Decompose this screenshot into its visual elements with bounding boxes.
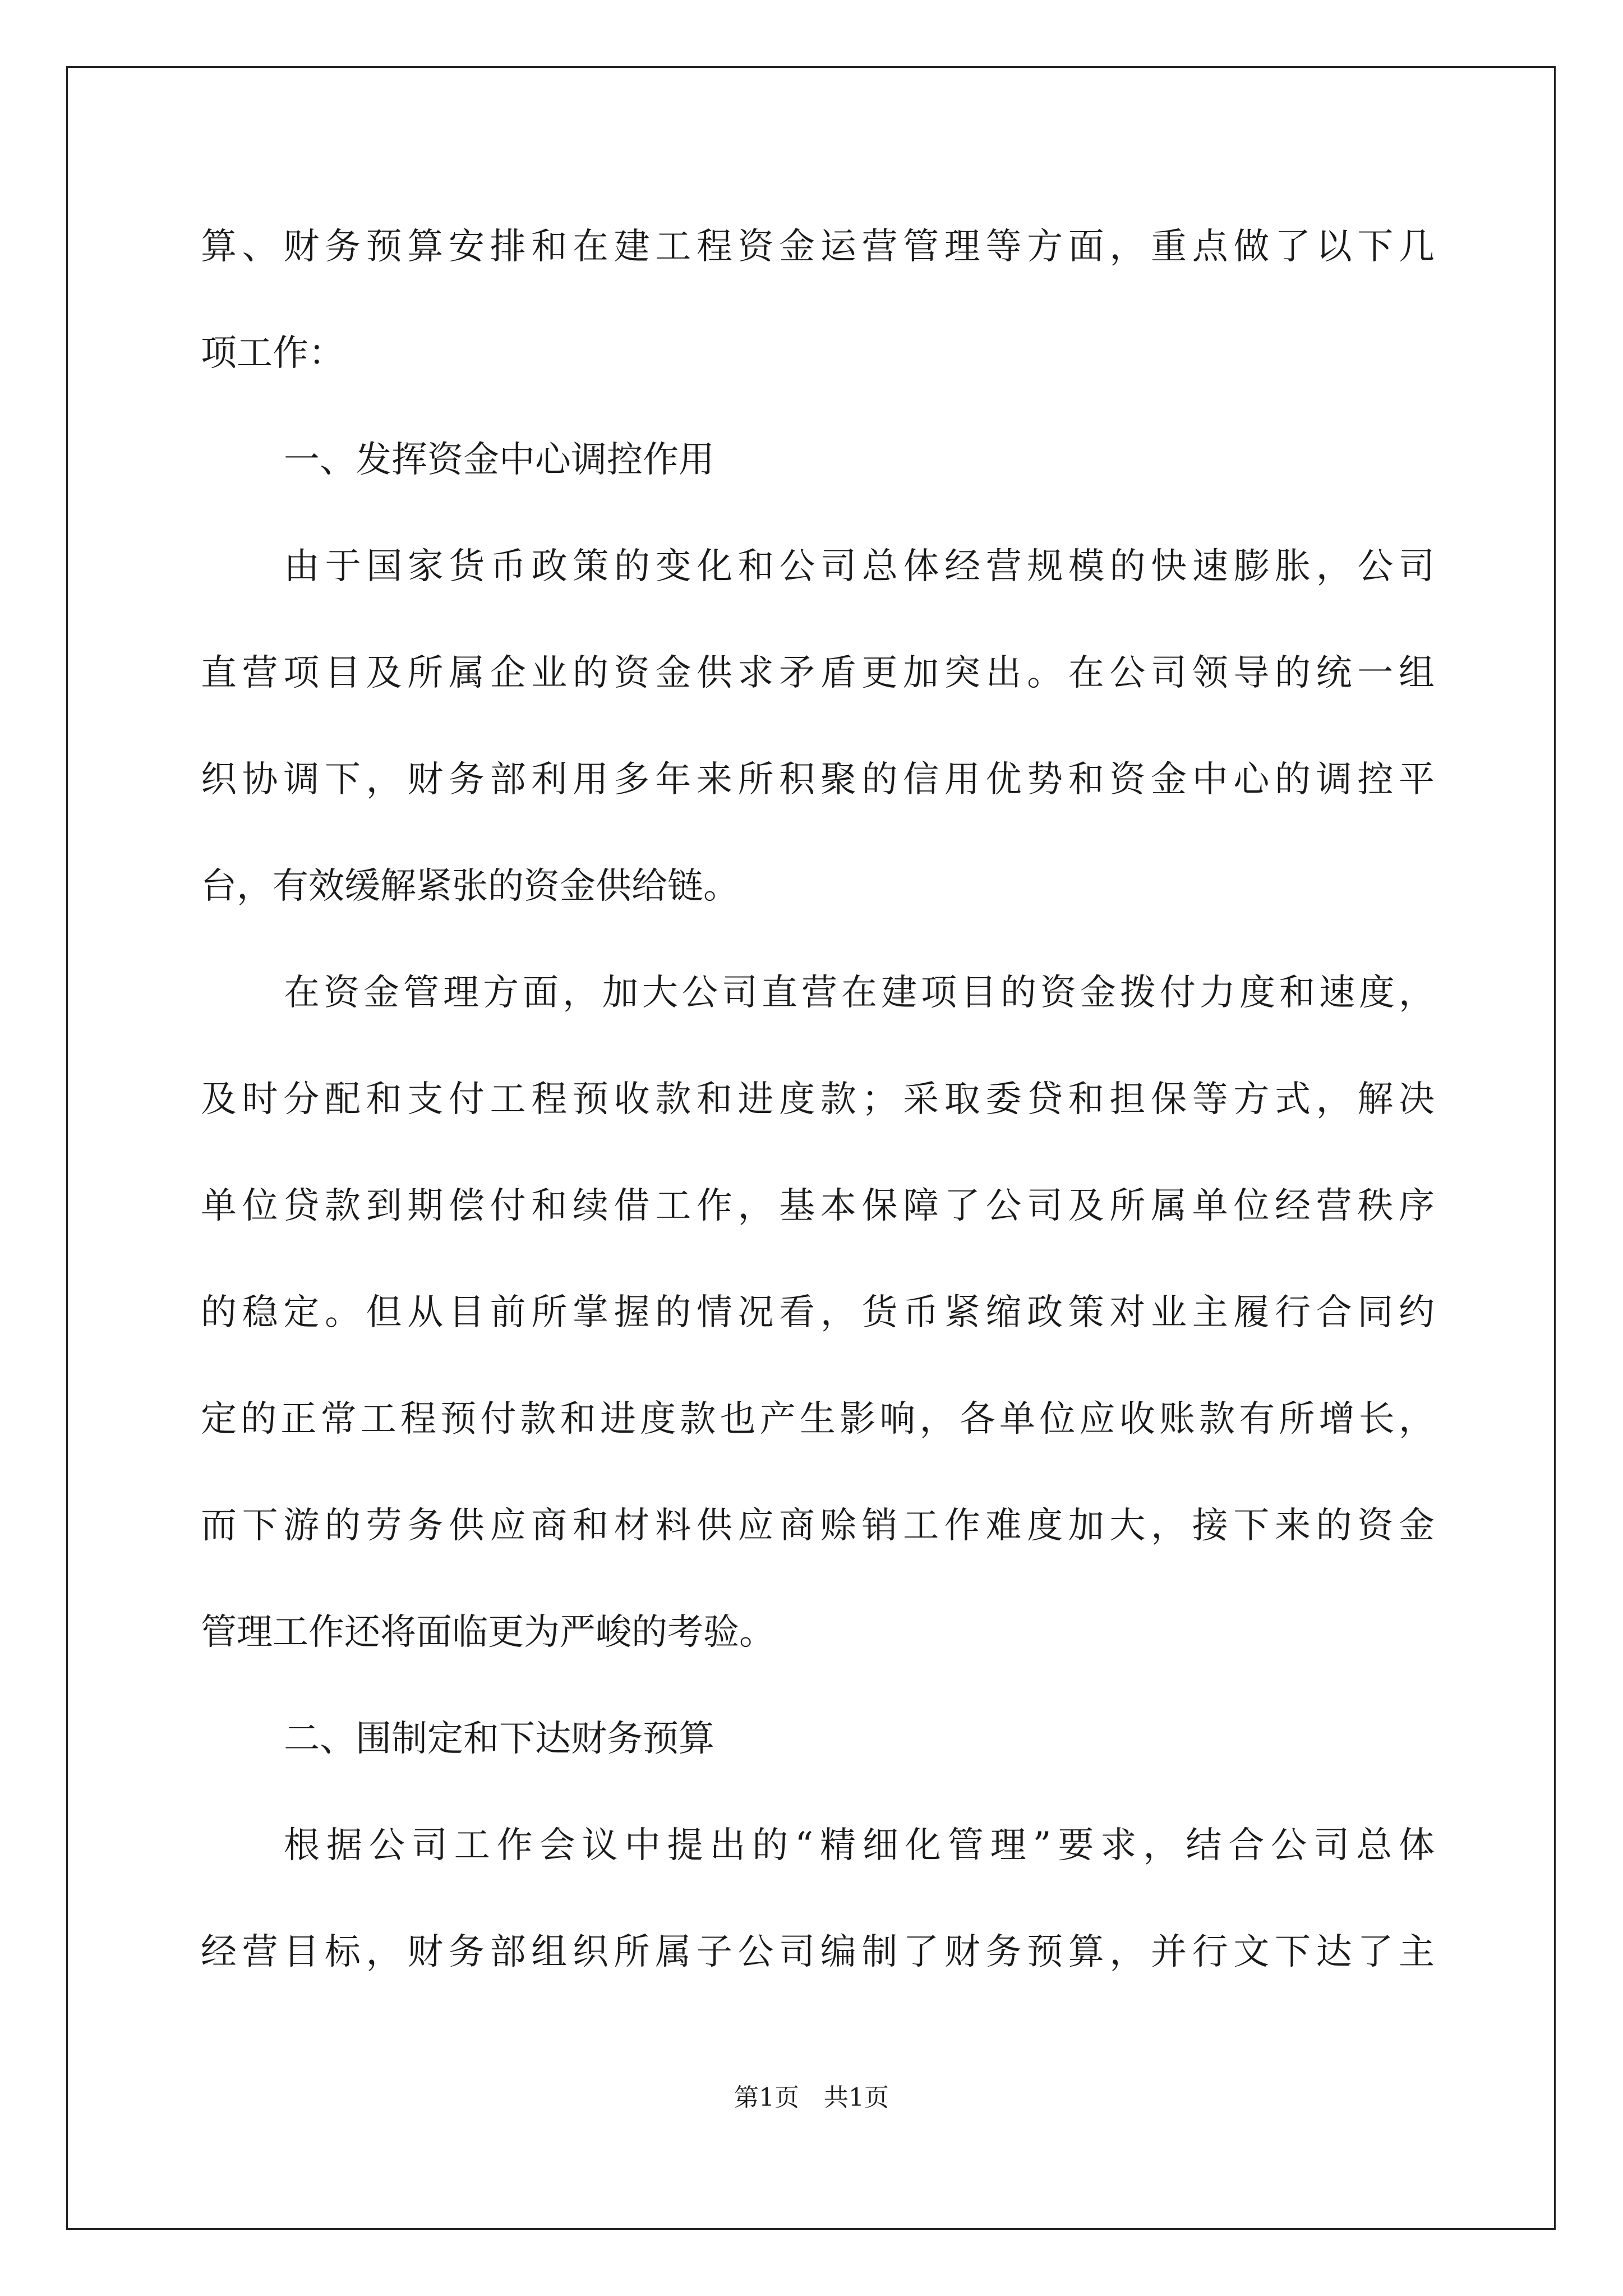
text-line: 算、财务预算安排和在建工程资金运营管理等方面，重点做了以下几 (201, 226, 1435, 268)
page-footer: 第1页 共1页 (734, 2083, 889, 2112)
text-line: 织协调下，财务部利用多年来所积聚的信用优势和资金中心的调控平 (201, 759, 1435, 800)
section-heading: 一、发挥资金中心调控作用 (284, 439, 714, 481)
text-line: 项工作： (201, 333, 344, 374)
text-line: 台，有效缓解紧张的资金供给链。 (201, 866, 739, 907)
page-border (66, 66, 1556, 2230)
text-line: 而下游的劳务供应商和材料供应商赊销工作难度加大，接下来的资金 (201, 1505, 1435, 1547)
text-line: 及时分配和支付工程预收款和进度款；采取委贷和担保等方式，解决 (201, 1079, 1435, 1120)
section-heading: 二、围制定和下达财务预算 (284, 1718, 714, 1760)
text-line: 定的正常工程预付款和进度款也产生影响，各单位应收账款有所增长， (201, 1398, 1435, 1440)
text-line: 直营项目及所属企业的资金供求矛盾更加突出。在公司领导的统一组 (201, 652, 1435, 694)
text-line: 管理工作还将面临更为严峻的考验。 (201, 1612, 775, 1653)
text-line: 的稳定。但从目前所掌握的情况看，货币紧缩政策对业主履行合同约 (201, 1292, 1435, 1333)
text-line: 根据公司工作会议中提出的“精细化管理”要求，结合公司总体 (284, 1825, 1435, 1866)
text-line: 由于国家货币政策的变化和公司总体经营规模的快速膨胀，公司 (284, 546, 1435, 587)
text-line: 在资金管理方面，加大公司直营在建项目的资金拨付力度和速度， (284, 972, 1435, 1014)
text-line: 经营目标，财务部组织所属子公司编制了财务预算，并行文下达了主 (201, 1931, 1435, 1973)
text-line: 单位贷款到期偿付和续借工作，基本保障了公司及所属单位经营秩序 (201, 1185, 1435, 1227)
